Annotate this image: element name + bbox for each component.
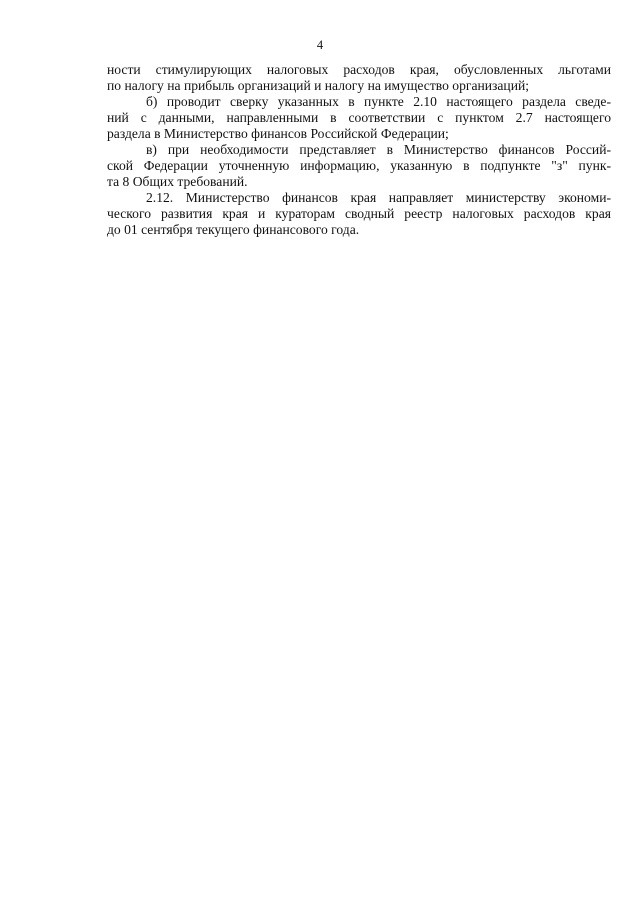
text-line: в) при необходимости представляет в Министерство финансов Россий- [146, 142, 611, 157]
text-line: по налогу на прибыль организаций и налогу на имущество организаций; [107, 78, 530, 93]
page-number: 4 [316, 38, 324, 52]
text-line: б) проводит сверку указанных в пункте 2.10 настоящего раздела сведе- [146, 94, 611, 109]
text-line: 2.12. Министерство финансов края направляет министерству экономи- [146, 190, 611, 205]
text-line: ний с данными, направленными в соответствии с пунктом 2.7 настоящего [107, 110, 611, 125]
document-body [107, 62, 611, 238]
paragraph-section-2-12 [107, 190, 611, 238]
text-line: ческого развития края и кураторам сводный реестр налоговых расходов края [107, 206, 611, 221]
text-line: раздела в Министерство финансов Российской Федерации; [107, 126, 449, 141]
text-line: ской Федерации уточненную информацию, указанную в подпункте "з" пунк- [107, 158, 611, 173]
text-line: до 01 сентября текущего финансового года. [107, 222, 360, 237]
paragraph-item-v [107, 142, 611, 190]
text-line: ности стимулирующих налоговых расходов края, обусловленных льготами [107, 62, 611, 77]
text-line: та 8 Общих требований. [107, 174, 248, 189]
paragraph-item-b [107, 94, 611, 142]
paragraph-continuation [107, 62, 611, 94]
